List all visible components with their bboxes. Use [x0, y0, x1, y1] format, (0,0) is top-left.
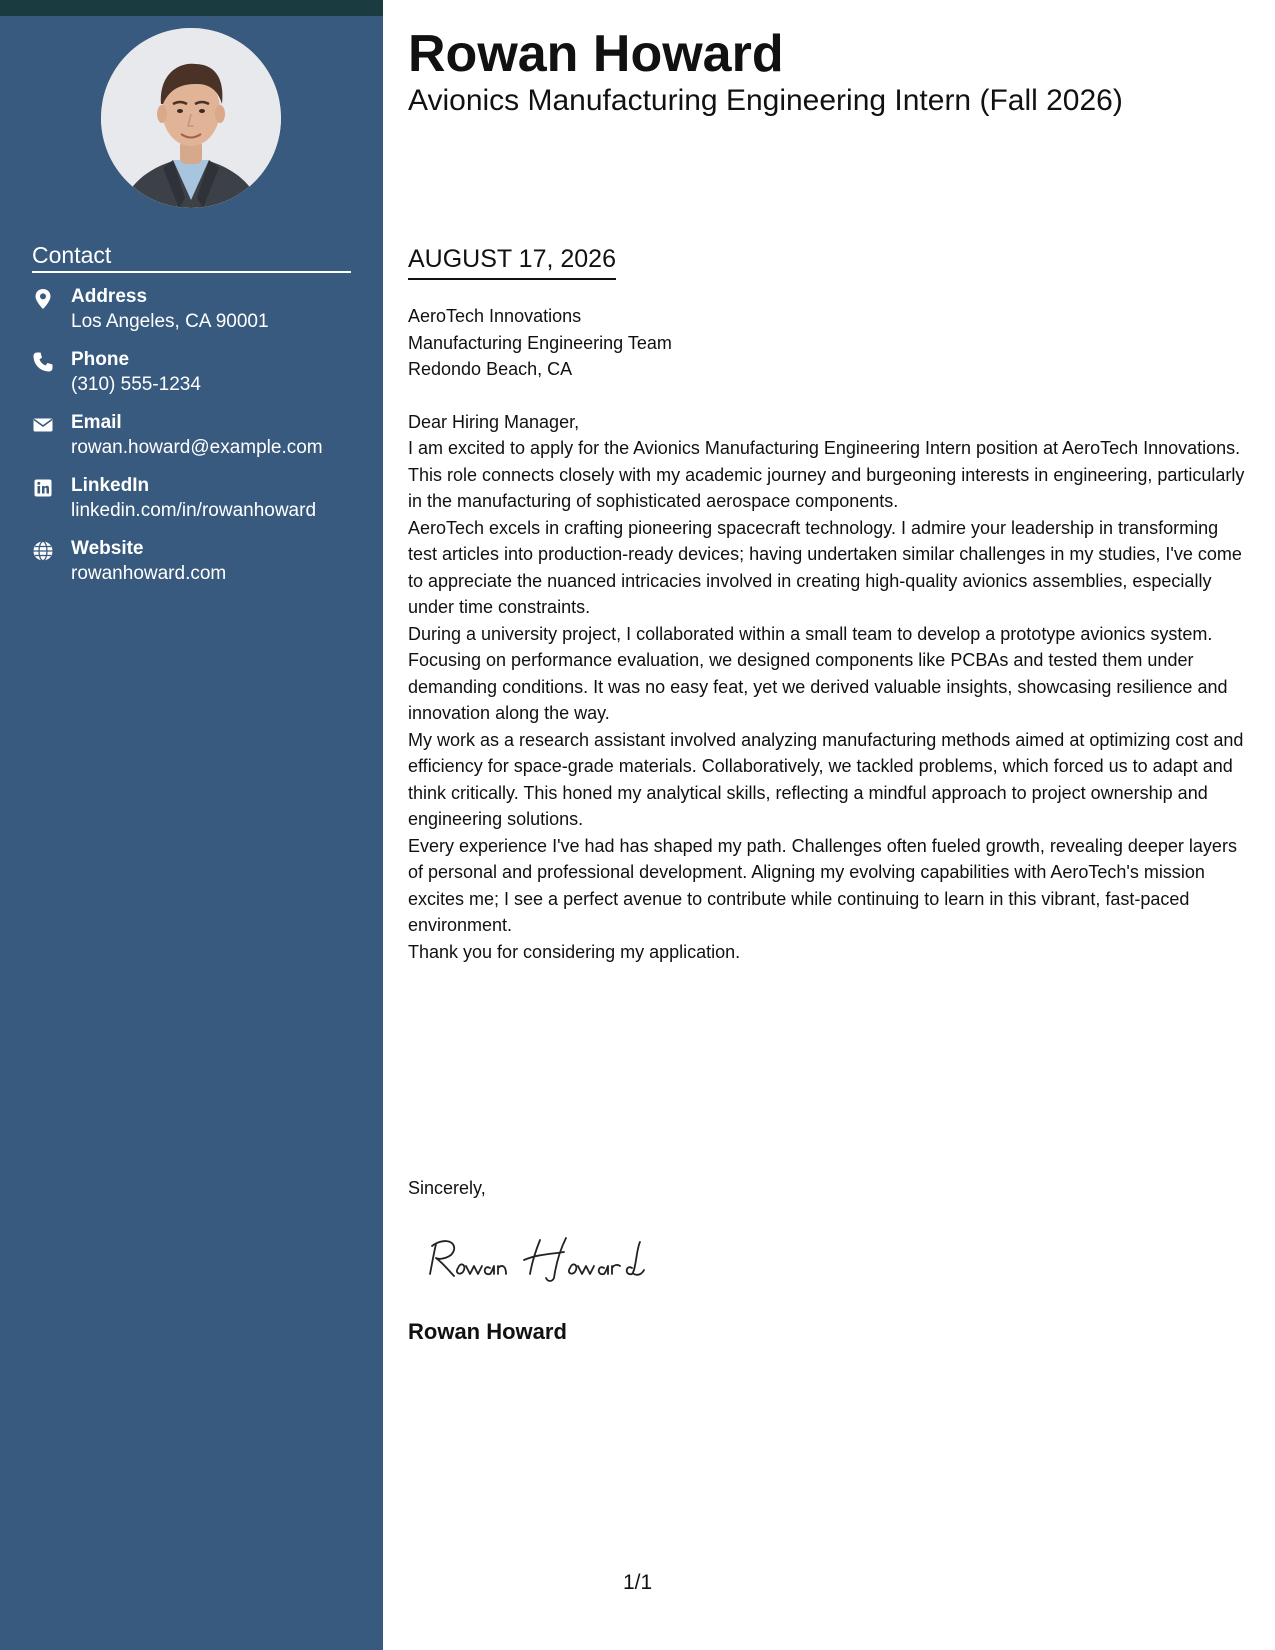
- contact-label: Website: [71, 538, 144, 559]
- contact-label: Phone: [71, 349, 130, 370]
- closing-line: Thank you for considering my application.: [408, 941, 741, 962]
- recipient-line: Manufacturing Engineering Team: [408, 332, 672, 353]
- envelope-icon: [32, 414, 54, 436]
- globe-icon: [32, 540, 54, 562]
- contact-label: LinkedIn: [71, 475, 150, 496]
- contact-item-website: [32, 538, 372, 601]
- map-pin-icon: [32, 288, 54, 310]
- body-paragraph: Every experience I've had has shaped my path. Challenges often fueled growth, revealing deeper layers of personal and professional development. Aligning my evolving capabilities with AeroTech's mission excites me; I see a perfect avenue to contribute while continuing to learn in this vibrant, fast-paced environment.: [408, 835, 1237, 935]
- linkedin-icon: [32, 477, 54, 499]
- body-paragraph: I am excited to apply for the Avionics Manufacturing Engineering Intern position at AeroTech Innovations. This role connects closely with my academic journey and burgeoning interests in engineering, particularly in the manufacturing of sophisticated aerospace components.: [408, 438, 1245, 511]
- letter-date: AUGUST 17, 2026: [408, 243, 616, 280]
- body-paragraph: During a university project, I collaborated within a small team to develop a prototype avionics system. Focusing on performance evaluation, we designed components like PCBAs and tested them under demanding conditions. It was no easy feat, yet we derived valuable insights, showcasing resilience and innovation along the way.: [408, 623, 1228, 723]
- email-value[interactable]: rowan.howard@example.com: [71, 437, 323, 458]
- contact-item-email: [32, 412, 372, 475]
- handwritten-signature: [420, 1230, 660, 1290]
- body-paragraph: My work as a research assistant involved analyzing manufacturing methods aimed at optimizing cost and efficiency for space-grade materials. Collaboratively, we tackled problems, which forced us to adapt and think critically. This honed my analytical skills, reflecting a mindful approach to project ownership and engineering solutions.: [408, 729, 1244, 829]
- salutation: Dear Hiring Manager,: [408, 411, 580, 432]
- address-value: Los Angeles, CA 90001: [71, 311, 269, 332]
- recipient-address: [408, 303, 1248, 383]
- avatar: [101, 28, 281, 208]
- page-number: 1/1: [623, 1571, 653, 1594]
- website-value[interactable]: rowanhoward.com: [71, 563, 227, 584]
- letter-body: [408, 303, 1248, 965]
- sidebar-top-bar: [0, 0, 383, 16]
- contact-heading: Contact: [32, 241, 351, 273]
- contact-item-phone: [32, 349, 372, 412]
- signoff: Sincerely,: [408, 1178, 486, 1198]
- contact-list: [32, 286, 372, 601]
- contact-item-linkedin: [32, 475, 372, 538]
- contact-label: Email: [71, 412, 122, 433]
- contact-label: Address: [71, 286, 148, 307]
- sidebar: [0, 0, 383, 1650]
- linkedin-value[interactable]: linkedin.com/in/rowanhoward: [71, 500, 317, 521]
- body-paragraph: AeroTech excels in crafting pioneering spacecraft technology. I admire your leadership in transforming test articles into production-ready devices; having undertaken similar challenges in my studies, I've come to appreciate the nuanced intricacies involved in creating high-quality avionics assemblies, especially under time constraints.: [408, 517, 1242, 617]
- phone-value[interactable]: (310) 555-1234: [71, 374, 201, 395]
- recipient-line: Redondo Beach, CA: [408, 359, 573, 379]
- signer-name: Rowan Howard: [408, 1319, 567, 1344]
- applicant-name: Rowan Howard: [408, 25, 784, 83]
- phone-icon: [32, 351, 54, 373]
- job-title: Avionics Manufacturing Engineering Intern (Fall 2026): [408, 84, 1123, 117]
- recipient-line: AeroTech Innovations: [408, 306, 582, 326]
- contact-item-address: [32, 286, 372, 349]
